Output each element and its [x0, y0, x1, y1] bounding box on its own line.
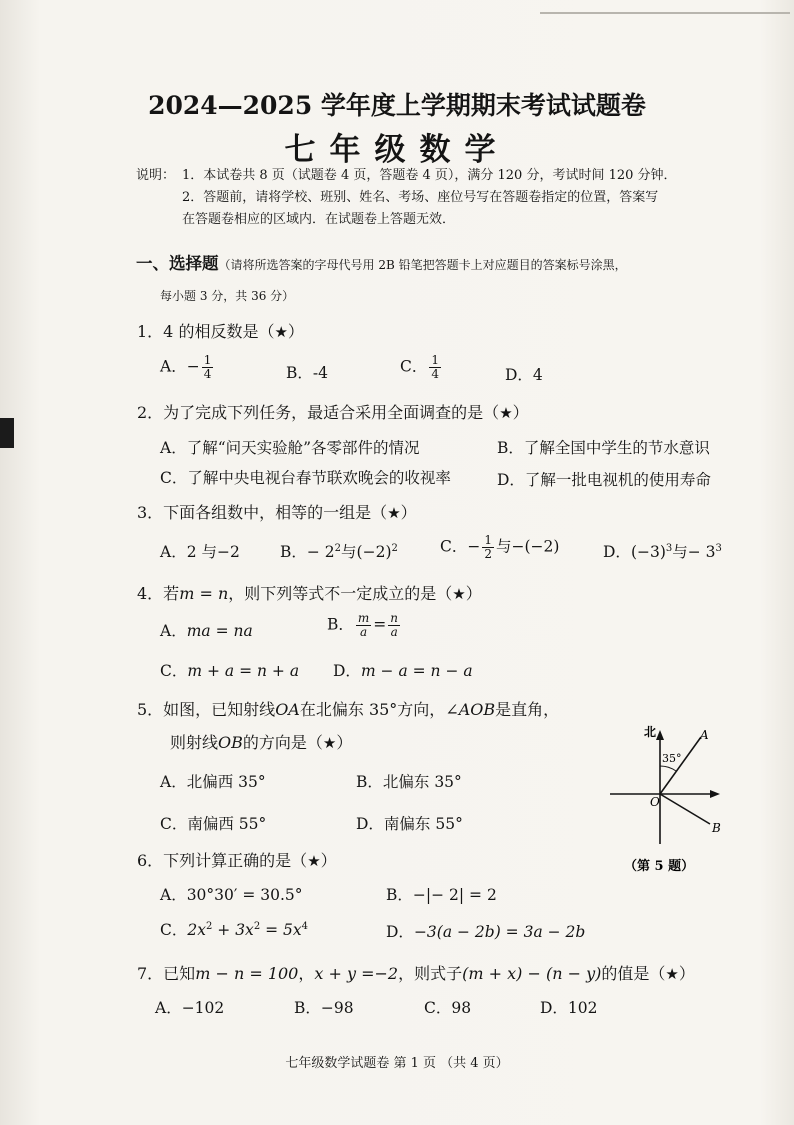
question-6: 6．下列计算正确的是（★）	[137, 851, 337, 870]
section-title: 一、选择题	[136, 254, 219, 273]
angle-arc	[660, 766, 676, 771]
star-icon: ★	[322, 734, 337, 752]
q6-option-c: C．$2x^2 + 3x^2 = 5x^4$	[160, 920, 309, 939]
question-5-line-2: 则射线OB的方向是（★）	[170, 733, 353, 752]
north-arrow-icon	[656, 730, 664, 740]
north-label: 北	[644, 725, 657, 739]
binding-mark	[0, 418, 14, 448]
q3-option-b: B．− $2^2$与$(-2)^2$	[280, 542, 398, 561]
q5-option-c: C．南偏西 55°	[160, 815, 267, 833]
point-b-label: B	[712, 821, 721, 835]
ray-oa	[660, 737, 701, 794]
notes-label: 说明：	[136, 168, 176, 183]
question-5-line-1: 5．如图，已知射线OA在北偏东 35°方向，∠AOB是直角，	[137, 700, 560, 719]
q7-option-c: C．98	[424, 999, 472, 1017]
q6-option-a: A．30°30′ = 30.5°	[160, 886, 303, 904]
q7-option-a: A．−102	[155, 999, 225, 1017]
ray-ob	[660, 794, 710, 824]
section-heading	[136, 250, 627, 274]
subject-title: 七年级数学	[284, 132, 510, 168]
q6-option-d: D．−3(a − 2b) = 3a − 2b	[386, 923, 586, 941]
east-arrow-icon	[710, 790, 720, 798]
q4-option-a: A．ma = na	[160, 622, 253, 640]
q4-option-c: C．m + a = n + a	[160, 662, 300, 680]
star-icon: ★	[387, 504, 401, 522]
figure-caption: （第 5 题）	[624, 859, 695, 874]
star-icon: ★	[499, 404, 513, 422]
note-1: 1．本试卷共 8 页（试题卷 4 页，答题卷 4 页），满分 120 分，考试时间 120 分钟．	[182, 168, 677, 183]
star-icon: ★	[452, 585, 466, 603]
q7-option-b: B．−98	[294, 999, 354, 1017]
note-2b: 在答题卷相应的区域内．在试题卷上答题无效．	[182, 212, 456, 227]
q1-option-d: D．4	[505, 366, 543, 384]
angle-label: 35°	[662, 752, 682, 765]
star-icon: ★	[307, 852, 321, 870]
q5-option-d: D．南偏东 55°	[356, 815, 463, 833]
question-1: 1．4 的相反数是（★）	[137, 322, 304, 341]
point-o-label: O	[650, 795, 660, 809]
q5-option-a: A．北偏西 35°	[160, 773, 266, 791]
q7-option-d: D．102	[540, 999, 598, 1017]
q2-option-c: C．了解中央电视台春节联欢晚会的收视率	[160, 469, 451, 487]
q5-option-b: B．北偏东 35°	[356, 773, 462, 791]
q3-option-c: C．− $\frac{1}{2}$ 与−(−2)	[440, 533, 560, 561]
point-a-label: A	[700, 728, 709, 742]
q1-option-b: B．-4	[286, 364, 328, 382]
q3-option-d: D．$(-3)^3$与− $3^3$	[603, 542, 722, 561]
question-7: 7．已知m − n = 100，x + y =−2，则式子(m + x) − (n − y)的值是（★）	[137, 964, 695, 983]
question-2: 2．为了完成下列任务，最适合采用全面调查的是（★）	[137, 403, 529, 422]
page-footer: 七年级数学试题卷 第 1 页 （共 4 页）	[285, 1056, 509, 1071]
q2-option-d: D．了解一批电视机的使用寿命	[497, 471, 711, 489]
question-4: 4．若m = n，则下列等式不一定成立的是（★）	[137, 584, 482, 603]
exam-title: 2024—2025 学年度上学期期末考试试题卷	[148, 91, 646, 120]
section-instruction-a: （请将所选答案的字母代号用 2B 铅笔把答题卡上对应题目的答案标号涂黑，	[218, 258, 627, 272]
q4-option-b: B． $\frac{m}{a}$ = $\frac{n}{a}$	[327, 611, 399, 639]
q5-direction-figure	[600, 720, 740, 880]
question-3: 3．下面各组数中，相等的一组是（★）	[137, 503, 417, 522]
q6-option-b: B．−|− 2| = 2	[386, 886, 497, 904]
q1-option-c: C． $\frac{1}{4}$	[400, 353, 440, 381]
q2-option-b: B．了解全国中学生的节水意识	[497, 439, 710, 457]
scan-edge-line	[540, 12, 790, 14]
section-instruction-b: 每小题 3 分，共 36 分）	[160, 289, 295, 303]
q2-option-a: A．了解“问天实验舱”各零部件的情况	[160, 439, 420, 457]
star-icon: ★	[665, 965, 679, 983]
q4-option-d: D．m − a = n − a	[333, 662, 473, 680]
star-icon: ★	[274, 323, 288, 341]
note-2a: 2．答题前，请将学校、班别、姓名、考场、座位号写在答题卷指定的位置，答案写	[182, 190, 659, 205]
q1-option-a: A．− $\frac{1}{4}$	[160, 353, 212, 381]
q3-option-a: A．2 与−2	[160, 543, 240, 561]
instructions	[136, 165, 756, 231]
